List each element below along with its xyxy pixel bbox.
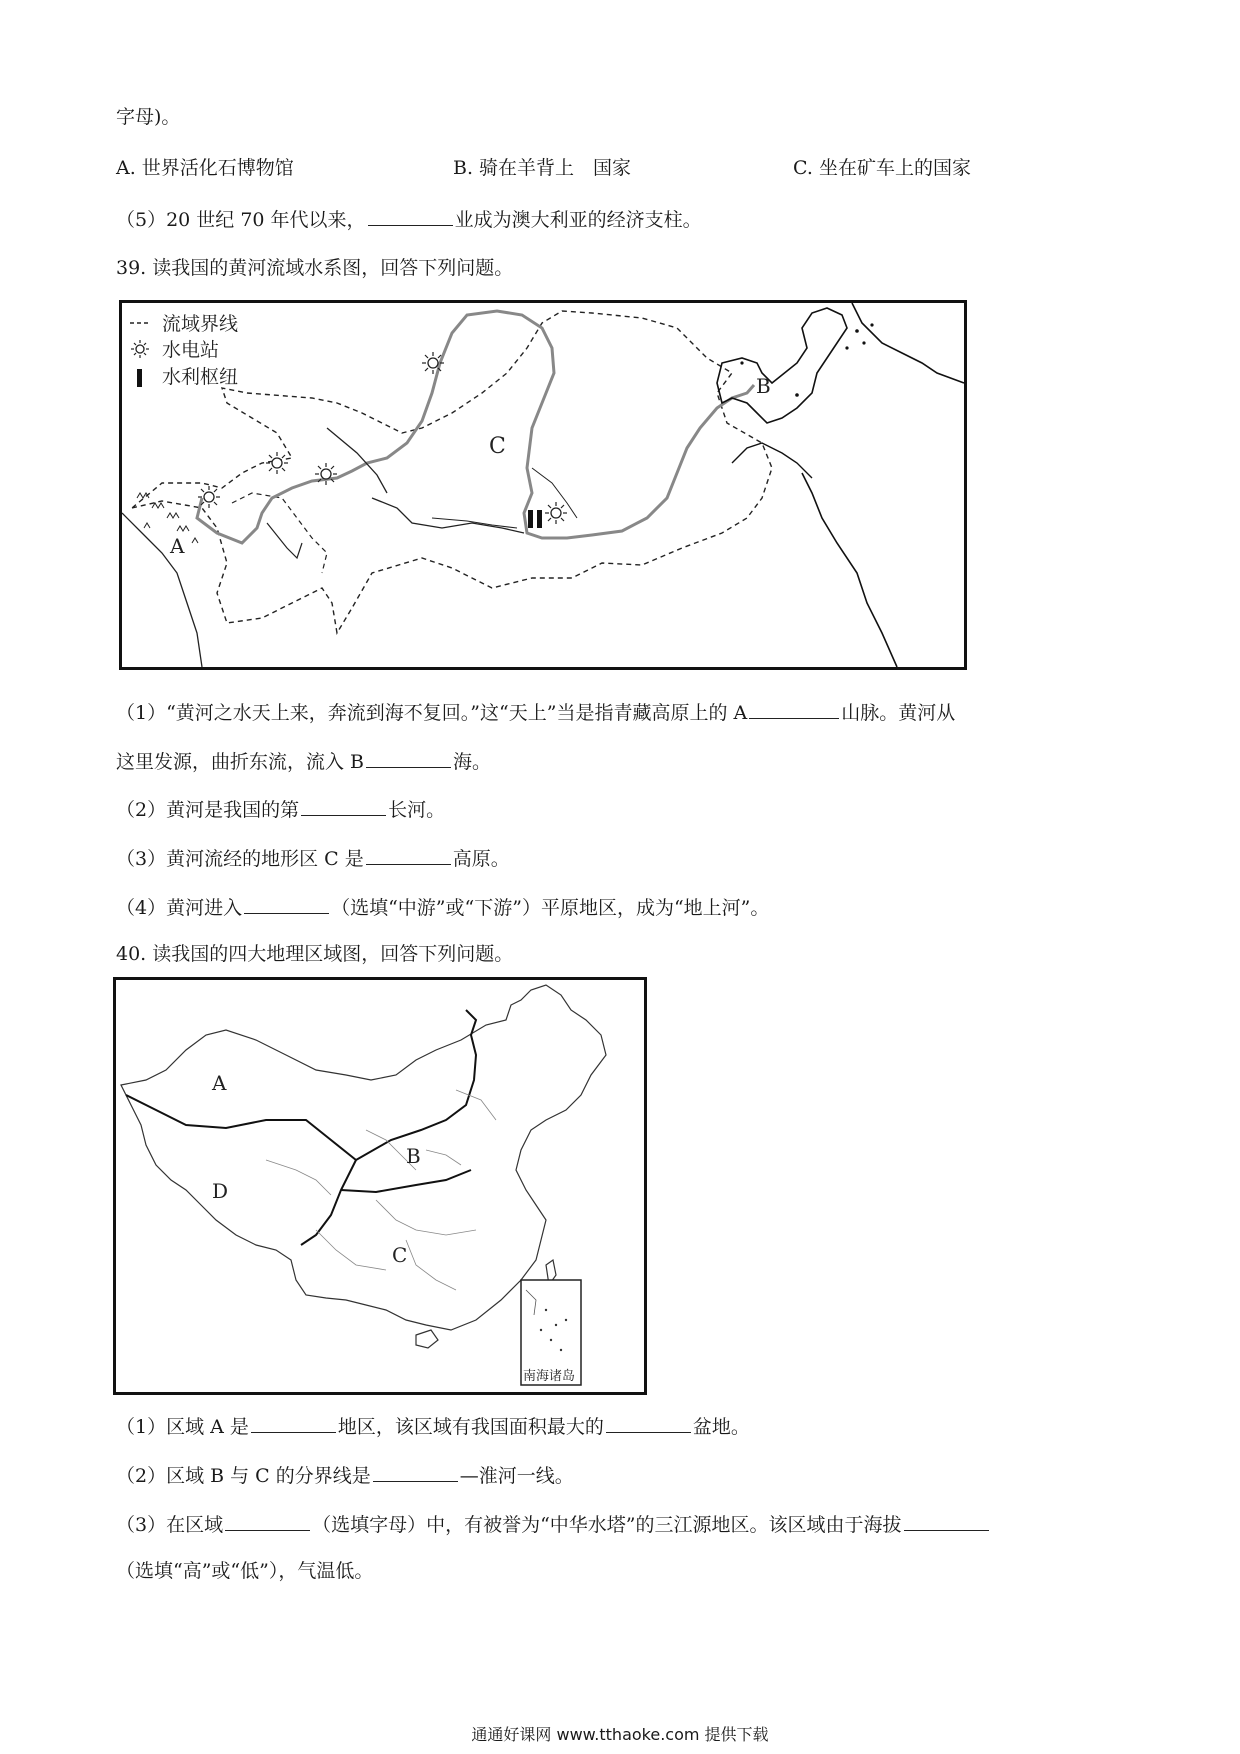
q39-subquestion-2 [116, 795, 445, 823]
legend-boundary-label: 流域界线 [162, 313, 239, 335]
q38-option-c: C. 坐在矿车上的国家 [793, 157, 971, 179]
q40-subquestion-1 [116, 1412, 750, 1440]
region-border-a-d [126, 1095, 356, 1160]
legend-hydro-label: 水电站 [162, 339, 220, 361]
q40-q1-text-pre: （1）区域 A 是 [116, 1416, 249, 1438]
q40-q1-text-mid: 地区，该区域有我国面积最大的 [337, 1416, 604, 1438]
answer-blank[interactable] [904, 1510, 989, 1531]
map-label-c: C [392, 1243, 408, 1267]
tributary [372, 498, 524, 533]
q38-q5-text-post: 业成为澳大利亚的经济支柱。 [454, 209, 702, 231]
q38-q5-text-pre: （5）20 世纪 70 年代以来， [116, 209, 366, 231]
q40-subquestion-3 [116, 1510, 991, 1538]
region-border-b-c [341, 1170, 471, 1192]
hydro-station-icon [315, 463, 337, 485]
coastline-south [802, 473, 897, 667]
water-hub-icon [528, 510, 533, 528]
mountain-symbols [137, 493, 198, 543]
q39-q2-text-pre: （2）黄河是我国的第 [116, 799, 300, 821]
q40-subquestion-2 [116, 1461, 574, 1489]
q39-q2-text-post: 长河。 [388, 799, 446, 821]
q39-q4-text-post: （选填“中游”或“下游”）平原地区，成为“地上河”。 [331, 897, 770, 919]
answer-blank[interactable] [366, 844, 451, 865]
q39-subquestion-1-line2 [116, 747, 491, 775]
region-border-d-c [301, 1160, 356, 1245]
q38-option-a: A. 世界活化石博物馆 [116, 157, 294, 179]
map-label-d: D [212, 1179, 229, 1203]
q39-q1-text-mid: 山脉。黄河从 [841, 702, 956, 724]
map-label-c: C [489, 434, 506, 459]
q39-title: 39. 读我国的黄河流域水系图，回答下列问题。 [116, 257, 514, 279]
q39-subquestion-4 [116, 893, 769, 921]
answer-blank[interactable] [244, 893, 329, 914]
hydro-station-icon [198, 486, 220, 508]
q40-subquestion-3-line2: （选填“高”或“低”），气温低。 [116, 1560, 374, 1582]
answer-blank[interactable] [251, 1412, 336, 1433]
q40-q2-text-pre: （2）区域 B 与 C 的分界线是 [116, 1465, 371, 1487]
q40-q2-text-post: —淮河一线。 [459, 1465, 574, 1487]
answer-blank[interactable] [225, 1510, 310, 1531]
q39-q3-text-post: 高原。 [452, 848, 510, 870]
legend-hub-icon [137, 369, 142, 387]
q39-q1-text-pre: （1）“黄河之水天上来，奔流到海不复回。”这“天上”当是指青藏高原上的 A [116, 702, 748, 724]
tributary [267, 523, 302, 558]
answer-blank[interactable] [373, 1461, 458, 1482]
answer-blank[interactable] [749, 698, 839, 719]
answer-blank[interactable] [606, 1412, 691, 1433]
legend-hydro-icon [131, 340, 149, 358]
answer-blank[interactable] [301, 795, 386, 816]
q39-q1-line2-pre: 这里发源，曲折东流，流入 B [116, 751, 365, 773]
basin-boundary-inner [232, 493, 327, 573]
region-border-north [356, 1010, 476, 1160]
legend-hub-label: 水利枢纽 [162, 366, 239, 388]
q38-option-b: B. 骑在羊背上 国家 [453, 157, 632, 179]
q40-q1-text-post: 盆地。 [692, 1416, 750, 1438]
water-hub-icon [537, 510, 542, 528]
q39-subquestion-3 [116, 844, 510, 872]
yellow-river-map [119, 300, 967, 670]
q39-q3-text-pre: （3）黄河流经的地形区 C 是 [116, 848, 364, 870]
yellow-river [197, 311, 754, 543]
coastline [717, 308, 847, 423]
china-regions-map [113, 977, 647, 1395]
china-outline [121, 985, 606, 1330]
q40-q3-text-mid: （选填字母）中，有被誉为“中华水塔”的三江源地区。该区域由于海拔 [312, 1514, 902, 1536]
border-line [122, 513, 202, 667]
answer-blank[interactable] [366, 747, 451, 768]
inset-label: 南海诸岛 [523, 1369, 576, 1384]
answer-blank[interactable] [368, 205, 453, 226]
shandong-coast [732, 443, 812, 478]
q40-q3-text-pre: （3）在区域 [116, 1514, 224, 1536]
coastline-east [852, 303, 964, 383]
hydro-station-icon [422, 352, 444, 374]
map-label-b: B [406, 1144, 421, 1168]
q39-subquestion-1 [116, 698, 955, 726]
map-label-a: A [212, 1071, 227, 1095]
q38-subquestion-5 [116, 205, 702, 233]
hydro-station-icon [545, 502, 567, 524]
q38-continuation: 字母)。 [116, 106, 181, 128]
map-label-b: B [756, 374, 771, 398]
q39-q1-line2-post: 海。 [453, 751, 492, 773]
hainan-island [416, 1330, 438, 1348]
page-footer: 通通好课网 www.tthaoke.com 提供下载 [471, 1725, 769, 1744]
q39-q4-text-pre: （4）黄河进入 [116, 897, 243, 919]
q40-title: 40. 读我国的四大地理区域图，回答下列问题。 [116, 943, 514, 965]
map-label-a: A [170, 534, 185, 558]
hydro-station-icon [266, 452, 288, 474]
